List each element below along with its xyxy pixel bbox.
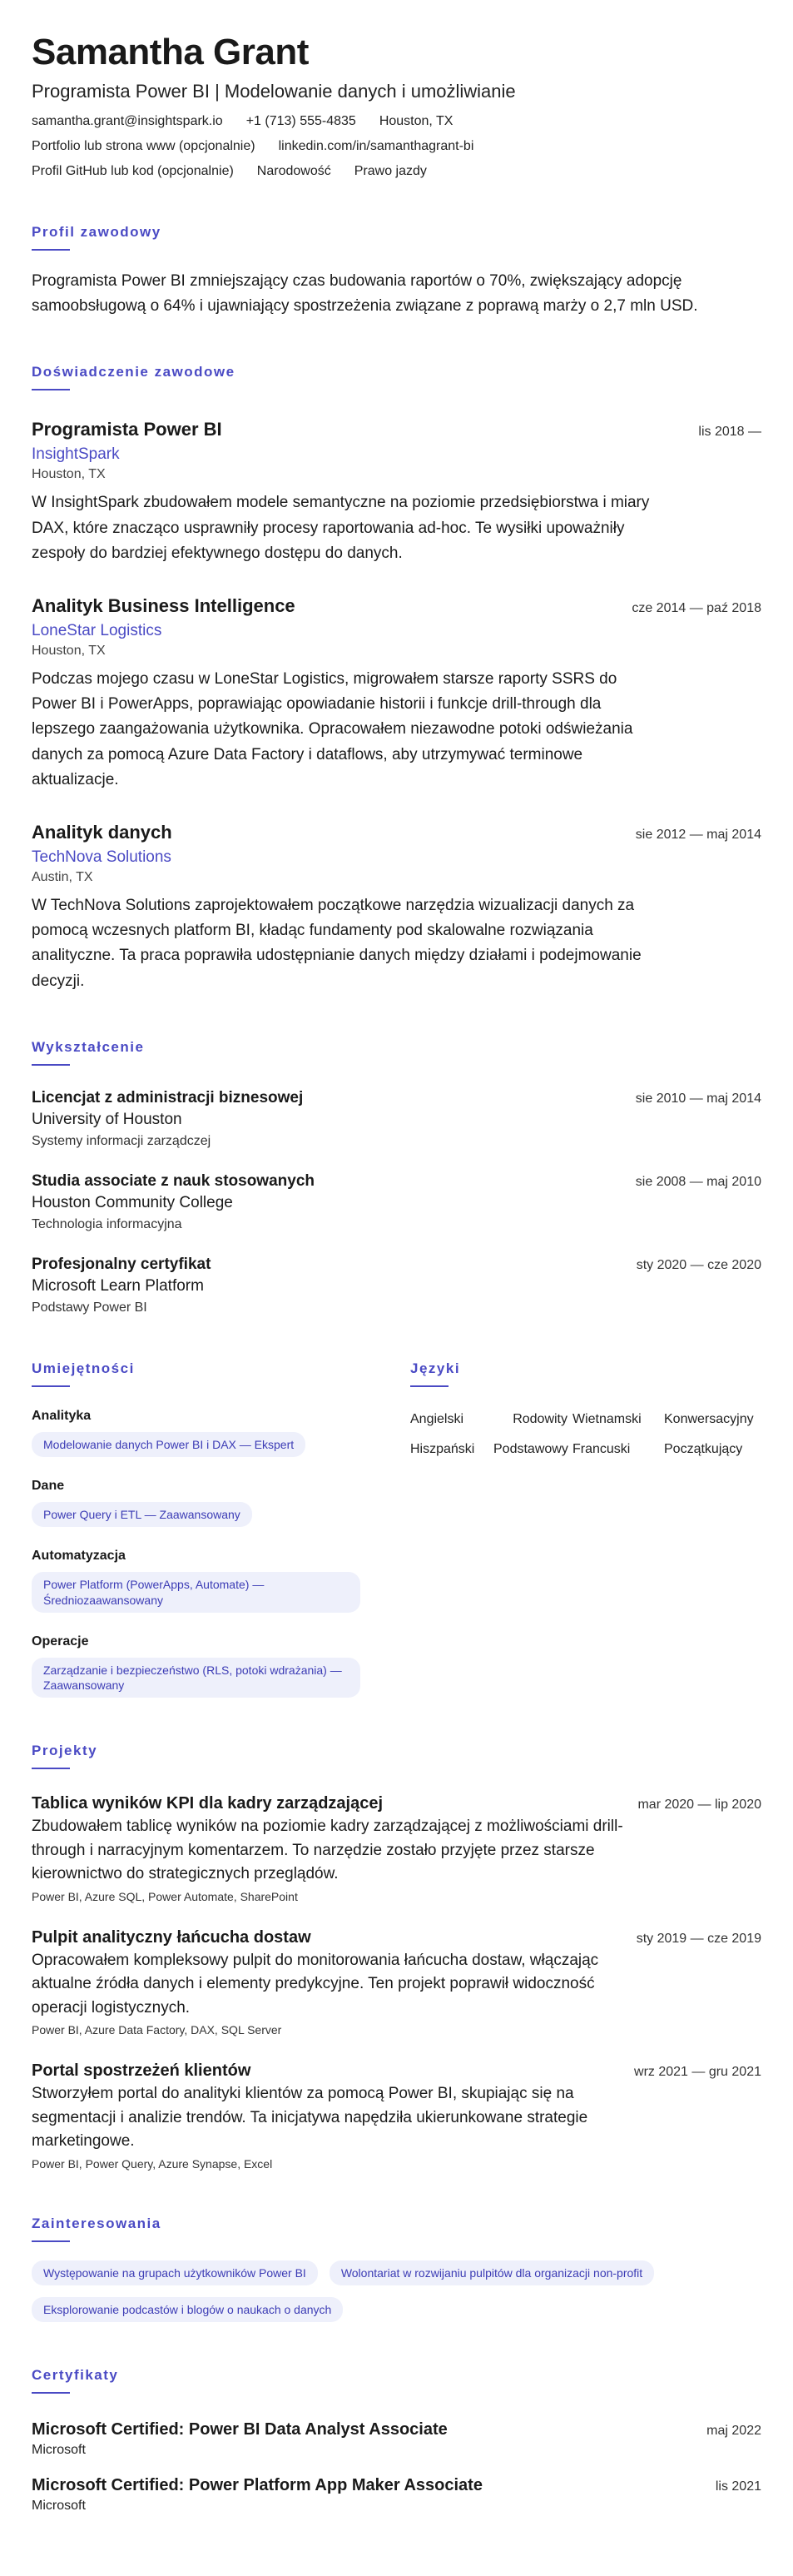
skill-chip: Power Platform (PowerApps, Automate) — Średniozaawansowany: [32, 1572, 360, 1612]
language-level: Rodowity: [513, 1412, 567, 1427]
project-entry: [32, 1794, 761, 1903]
summary-text: Programista Power BI zmniejszający czas budowania raportów o 70%, zwiększający adopcję samoobsługową o 64% i ujawniający spostrzeżenia związane z poprawą marży o 2,7 mln USD.: [32, 271, 698, 315]
section-divider: [32, 389, 70, 390]
school-name: University of Houston: [32, 1111, 182, 1129]
company-name: TechNova Solutions: [32, 848, 171, 866]
certification-issuer: Microsoft: [32, 2499, 86, 2514]
certification-entry: [32, 2476, 761, 2514]
github-link[interactable]: Profil GitHub lub kod (opcjonalnie): [32, 163, 234, 178]
certifications-section: [32, 2367, 761, 2514]
skill-chip: Zarządzanie i bezpieczeństwo (RLS, potoki wdrażania) — Zaawansowany: [32, 1658, 360, 1698]
project-title: Tablica wyników KPI dla kadry zarządzającej: [32, 1794, 384, 1813]
language-name: Hiszpański: [410, 1442, 475, 1457]
skills-languages-row: [32, 1360, 761, 1698]
certification-date: lis 2021: [715, 2479, 761, 2494]
skill-category: Automatyzacja: [32, 1549, 126, 1564]
project-dates: sty 2019 — cze 2019: [636, 1931, 761, 1946]
certification-title: Microsoft Certified: Power Platform App Maker Associate: [32, 2476, 483, 2495]
education-entry: [32, 1089, 761, 1149]
project-entry: [32, 1928, 761, 2037]
education-dates: sty 2020 — cze 2020: [636, 1258, 761, 1273]
school-name: Microsoft Learn Platform: [32, 1277, 204, 1295]
skill-category: Dane: [32, 1479, 65, 1494]
certification-issuer: Microsoft: [32, 2443, 86, 2458]
contact-row-extra: [32, 164, 761, 179]
skill-chip: Power Query i ETL — Zaawansowany: [32, 1502, 252, 1527]
languages-section: [410, 1360, 760, 1698]
company-name: LoneStar Logistics: [32, 621, 162, 639]
school-name: Houston Community College: [32, 1194, 233, 1212]
project-dates: mar 2020 — lip 2020: [637, 1798, 761, 1813]
section-title: Zainteresowania: [32, 2215, 161, 2231]
section-divider: [410, 1385, 449, 1387]
section-divider: [32, 1064, 70, 1066]
section-title: Umiejętności: [32, 1360, 135, 1377]
project-description: Stworzyłem portal do analityki klientów za pomocą Power BI, skupiając się na segmentacji i analizie trendów. Ta inicjatywa napędziła ukierunkowane strategie marketingowe.: [32, 2085, 588, 2151]
interest-chip: Eksplorowanie podcastów i blogów o naukach o danych: [32, 2297, 343, 2322]
job-title: Programista Power BI: [32, 419, 222, 440]
job-entry: [32, 419, 761, 566]
job-location: Houston, TX: [32, 643, 106, 658]
job-title: Analityk danych: [32, 821, 172, 843]
section-divider: [32, 2240, 70, 2242]
license-text: Prawo jazdy: [354, 163, 427, 178]
project-description: Opracowałem kompleksowy pulpit do monitorowania łańcucha dostaw, włączając aktualne źródła danych i elementy predykcyjne. Ten projekt poprawił widoczność operacji logistycznych.: [32, 1951, 599, 2017]
headline: Programista Power BI | Modelowanie danych i umożliwianie: [32, 80, 516, 102]
language-name: Francuski: [572, 1442, 631, 1457]
section-title: Wykształcenie: [32, 1039, 145, 1056]
job-description: W InsightSpark zbudowałem modele semantyczne na poziomie przedsiębiorstwa i miary DAX, które znacząco usprawniły procesy raportowania ad-hoc. Te wysiłki upoważniły zespoły do bardziej efektywnego dostępu do danych.: [32, 494, 650, 563]
section-title: Projekty: [32, 1743, 98, 1759]
section-divider: [32, 1768, 70, 1769]
section-title: Doświadczenie zawodowe: [32, 364, 235, 380]
section-title: Profil zawodowy: [32, 223, 161, 240]
education-section: [32, 1039, 761, 1315]
contact-row-links: [32, 139, 761, 154]
candidate-name: Samantha Grant: [32, 32, 309, 72]
section-title: Certyfikaty: [32, 2367, 119, 2384]
contact-row-primary: [32, 114, 761, 129]
job-description: W TechNova Solutions zaprojektowałem początkowe narzędzia wizualizacji danych za pomocą wczesnych platform BI, kładąc fundamenty pod skalowalne rozwiązania analityczne. Ta praca poprawiła udostępnianie danych między działami i podejmowanie decyzji.: [32, 896, 642, 990]
education-dates: sie 2010 — maj 2014: [635, 1092, 761, 1106]
project-tech: Power BI, Azure Data Factory, DAX, SQL Server: [32, 2023, 282, 2037]
language-name: Wietnamski: [572, 1412, 642, 1427]
resume-header: [32, 32, 761, 179]
project-tech: Power BI, Power Query, Azure Synapse, Excel: [32, 2156, 273, 2171]
skills-section: [32, 1360, 377, 1698]
language-name: Angielski: [410, 1412, 464, 1427]
nationality-text: Narodowość: [256, 163, 331, 178]
job-location: Houston, TX: [32, 467, 106, 482]
interests-section: [32, 2215, 761, 2322]
project-description: Zbudowałem tablicę wyników na poziomie kadry zarządzającej z możliwościami drill-through i narracyjnym komentarzem. To narzędzie zostało przyjęte przez starsze kierownictwo do strategicznych przeglądów.: [32, 1818, 623, 1883]
linkedin-link[interactable]: linkedin.com/in/samanthagrant-bi: [278, 138, 474, 153]
skill-category: Operacje: [32, 1634, 89, 1649]
language-level: Konwersacyjny: [664, 1412, 754, 1427]
degree-title: Profesjonalny certyfikat: [32, 1256, 211, 1274]
website-link[interactable]: Portfolio lub strona www (opcjonalnie): [32, 138, 255, 153]
job-entry: [32, 595, 761, 793]
project-tech: Power BI, Azure SQL, Power Automate, SharePoint: [32, 1889, 298, 1903]
job-title: Analityk Business Intelligence: [32, 594, 295, 616]
study-field: Podstawy Power BI: [32, 1300, 147, 1315]
interest-chip: Występowanie na grupach użytkowników Power BI: [32, 2260, 318, 2285]
section-divider: [32, 1385, 70, 1387]
company-name: InsightSpark: [32, 445, 120, 464]
education-entry: [32, 1256, 761, 1315]
project-title: Pulpit analityczny łańcucha dostaw: [32, 1927, 311, 1947]
languages-list: [410, 1412, 760, 1457]
section-title: Języki: [410, 1360, 461, 1377]
certification-title: Microsoft Certified: Power BI Data Analyst Associate: [32, 2420, 448, 2439]
interests-list: [32, 2260, 761, 2322]
section-divider: [32, 249, 70, 251]
interest-chip: Wolontariat w rozwijaniu pulpitów dla organizacji non-profit: [330, 2260, 654, 2285]
job-entry: [32, 822, 761, 995]
job-dates: sie 2012 — maj 2014: [635, 827, 761, 842]
skill-chip: Modelowanie danych Power BI i DAX — Ekspert: [32, 1432, 305, 1457]
language-level: Początkujący: [664, 1442, 743, 1457]
phone-link[interactable]: +1 (713) 555-4835: [245, 113, 356, 128]
skill-category: Analityka: [32, 1409, 92, 1424]
summary-section: [32, 224, 761, 320]
location-text: Houston, TX: [379, 113, 453, 128]
job-dates: lis 2018 —: [698, 425, 761, 440]
certification-date: maj 2022: [706, 2424, 761, 2439]
degree-title: Licencjat z administracji biznesowej: [32, 1089, 304, 1107]
projects-section: [32, 1743, 761, 2171]
study-field: Systemy informacji zarządczej: [32, 1134, 211, 1149]
project-title: Portal spostrzeżeń klientów: [32, 2061, 251, 2081]
job-description: Podczas mojego czasu w LoneStar Logistics, migrowałem starsze raporty SSRS do Power BI i PowerApps, poprawiając opowiadanie historii i funkcje drill-through dla lepszego zaangażowania użytkownika. Opracowałem niezawodne potoki odświeżania danych za pomocą Azure Data Factory i dataflows, aby utrzymywać terminowe aktualizacje.: [32, 669, 633, 789]
language-level: Podstawowy: [493, 1442, 568, 1457]
project-entry: [32, 2061, 761, 2171]
study-field: Technologia informacyjna: [32, 1217, 182, 1232]
email-link[interactable]: samantha.grant@insightspark.io: [32, 113, 223, 128]
education-dates: sie 2008 — maj 2010: [635, 1175, 761, 1190]
experience-section: [32, 364, 761, 994]
job-dates: cze 2014 — paź 2018: [632, 600, 761, 615]
job-location: Austin, TX: [32, 869, 93, 884]
degree-title: Studia associate z nauk stosowanych: [32, 1172, 315, 1191]
project-dates: wrz 2021 — gru 2021: [634, 2065, 761, 2080]
section-divider: [32, 2392, 70, 2394]
certification-entry: [32, 2420, 761, 2458]
education-entry: [32, 1172, 761, 1232]
